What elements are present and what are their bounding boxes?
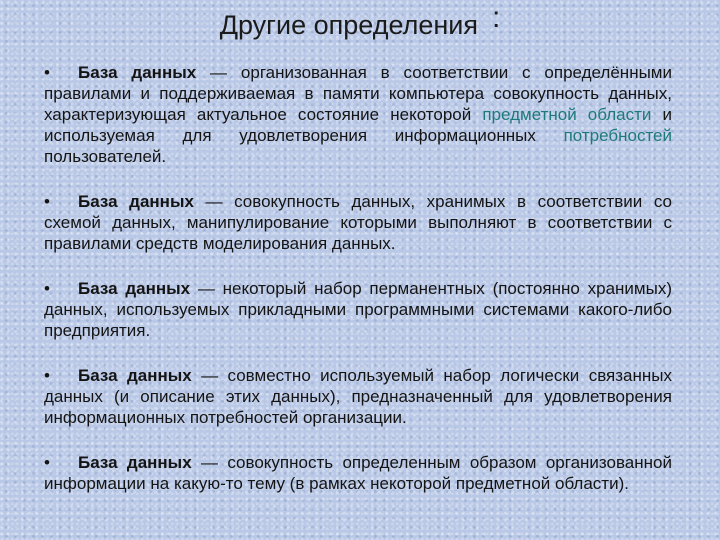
needs-link[interactable]: потребностей [563, 126, 672, 145]
definitions-list [44, 62, 672, 494]
subject-area-link[interactable]: предметной области [482, 105, 652, 124]
definition-text: и используемая для удовлетворения информационных [44, 105, 672, 145]
bullet: • [44, 192, 50, 211]
definition-text: — совокупность данных, хранимых в соответствии со схемой данных, манипулирование которыми выполняют в соответствии с правилами средств моделирования данных. [44, 192, 672, 253]
definition-4 [44, 365, 672, 428]
definition-term: База данных [78, 63, 197, 82]
bullet: • [44, 279, 50, 298]
definition-term: База данных [78, 366, 192, 385]
definition-term: База данных [78, 453, 192, 472]
bullet: • [44, 453, 50, 472]
definition-text: — организованная в соответствии с определёнными правилами и поддерживаемая в памяти компьютера совокупность данных, характеризующая актуальное состояние некоторой [44, 63, 672, 124]
definition-text: — совокупность определенным образом организованной информации на какую-то тему (в рамках некоторой предметной области). [44, 453, 672, 493]
definition-text: пользователей. [44, 147, 167, 166]
definition-text: — совместно используемый набор логически связанных данных (и описание этих данных), предназначенный для удовлетворения информационных потребностей организации. [44, 366, 672, 427]
definition-term: База данных [78, 192, 194, 211]
definition-1 [44, 62, 672, 167]
definition-term: База данных [78, 279, 191, 298]
title-text: Другие определения [219, 10, 478, 40]
title-colon: : [491, 1, 501, 34]
page-title [0, 1, 720, 42]
definition-text: — некоторый набор перманентных (постоянно хранимых) данных, используемых прикладными программными системами какого-либо предприятия. [44, 279, 672, 340]
bullet: • [44, 366, 50, 385]
definition-5 [44, 452, 672, 494]
definition-2 [44, 191, 672, 254]
bullet: • [44, 63, 50, 82]
definition-3 [44, 278, 672, 341]
